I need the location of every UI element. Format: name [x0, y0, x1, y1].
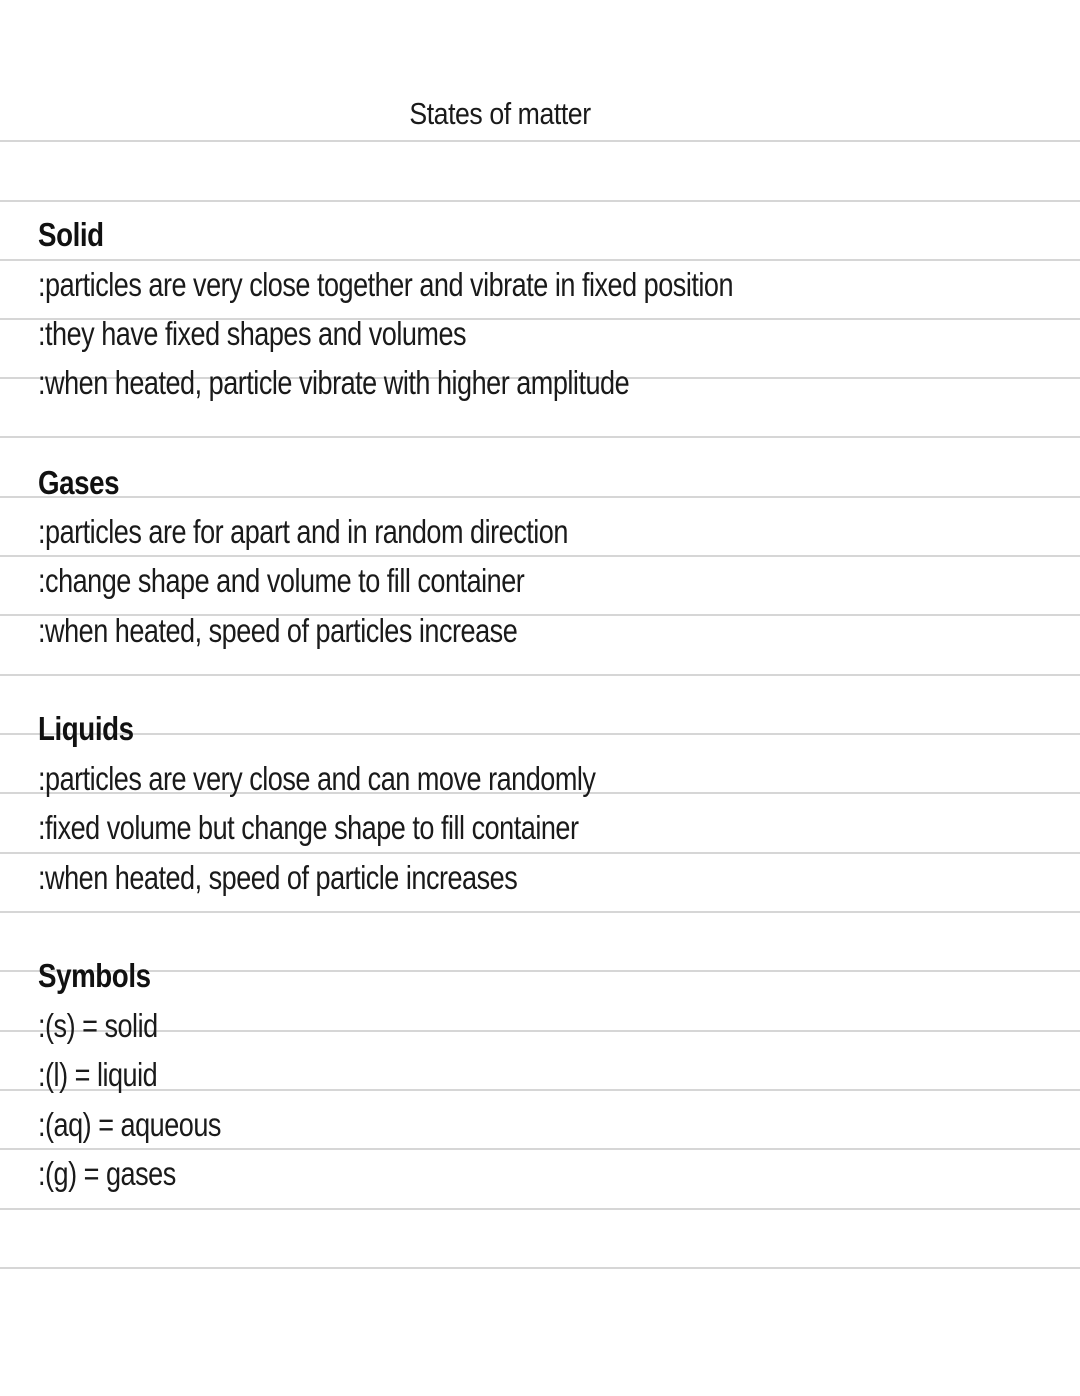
note-line: :particles are very close together and vibrate in fixed position [38, 266, 734, 303]
ruled-line [0, 1208, 1080, 1210]
ruled-line [0, 1089, 1080, 1091]
ruled-line [0, 852, 1080, 854]
ruled-line [0, 1030, 1080, 1032]
note-line: :when heated, speed of particles increase [38, 612, 518, 649]
ruled-line [0, 259, 1080, 261]
note-line: :(s) = solid [38, 1007, 158, 1044]
section-heading-symbols: Symbols [38, 957, 151, 994]
note-line: :particles are for apart and in random direction [38, 513, 568, 550]
note-line: :when heated, speed of particle increases [38, 859, 518, 896]
section-heading-liquids: Liquids [38, 710, 134, 747]
note-line: :fixed volume but change shape to fill container [38, 809, 579, 846]
note-line: :particles are very close and can move randomly [38, 760, 596, 797]
note-line: :(aq) = aqueous [38, 1106, 221, 1143]
section-heading-solid: Solid [38, 216, 104, 253]
page-title: States of matter [409, 96, 591, 131]
ruled-line [0, 1148, 1080, 1150]
ruled-line [0, 436, 1080, 438]
note-line: :(g) = gases [38, 1155, 176, 1192]
note-line: :(l) = liquid [38, 1056, 158, 1093]
ruled-line [0, 555, 1080, 557]
ruled-line [0, 674, 1080, 676]
ruled-line [0, 200, 1080, 202]
ruled-line [0, 970, 1080, 972]
ruled-line [0, 140, 1080, 142]
section-heading-gases: Gases [38, 464, 120, 501]
ruled-line [0, 733, 1080, 735]
ruled-line [0, 911, 1080, 913]
note-line: :change shape and volume to fill container [38, 562, 525, 599]
ruled-line [0, 1267, 1080, 1269]
note-line: :they have fixed shapes and volumes [38, 315, 467, 352]
ruled-line [0, 496, 1080, 498]
note-line: :when heated, particle vibrate with higher amplitude [38, 364, 630, 401]
